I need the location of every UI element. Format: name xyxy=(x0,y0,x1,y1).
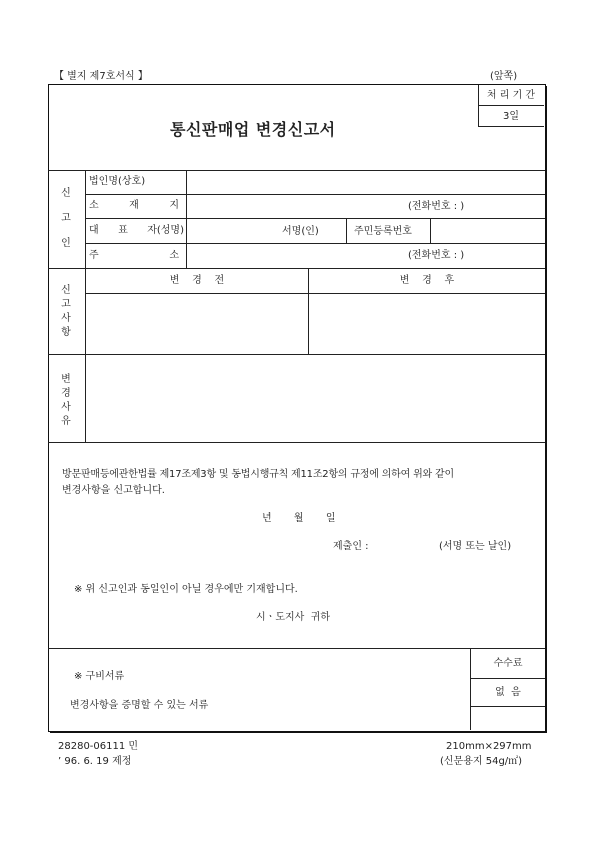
document-title: 통신판매업 변경신고서 xyxy=(170,120,336,139)
reporter-section-label: 신 고 인 xyxy=(61,188,71,249)
address-phone-field[interactable]: (전화번호 : ) xyxy=(408,250,465,261)
representative-label: 대 표 자(성명) xyxy=(89,225,184,236)
line-items-header xyxy=(85,293,545,294)
line-items-bottom xyxy=(48,354,545,355)
frame-shadow-bottom xyxy=(50,731,547,733)
processing-box-mid xyxy=(478,105,544,106)
line-fee-bottom xyxy=(470,706,545,707)
change-reason-section-label: 변 경 사 유 xyxy=(61,374,71,427)
before-change-header: 변 경 전 xyxy=(169,275,225,286)
resident-no-label: 주민등록번호 xyxy=(354,226,412,237)
location-phone-field[interactable]: (전화번호 : ) xyxy=(408,201,465,212)
corp-name-field[interactable] xyxy=(188,172,543,192)
processing-box-left xyxy=(478,85,479,127)
attachments-label: ※ 구비서류 xyxy=(74,671,125,682)
line-row3 xyxy=(85,243,545,244)
declaration-line2: 변경사항을 신고합니다. xyxy=(62,485,165,496)
footer-paper-size: 210mm×297mm xyxy=(446,741,532,752)
line-title-bottom xyxy=(48,170,545,171)
corp-name-label: 법인명(상호) xyxy=(89,176,146,187)
location-field[interactable] xyxy=(188,196,403,216)
signature-label: 서명(인) xyxy=(282,226,319,237)
vline-resident-left xyxy=(346,218,347,243)
line-fee-mid xyxy=(470,678,545,679)
frame-shadow-right xyxy=(545,86,547,733)
before-change-field[interactable] xyxy=(87,295,306,352)
after-change-header: 변 경 후 xyxy=(399,275,455,286)
resident-no-field[interactable] xyxy=(432,220,543,240)
attachment-item: 변경사항을 증명할 수 있는 서류 xyxy=(70,700,209,711)
vline-label-col xyxy=(186,170,187,268)
addressee: 시ㆍ도지사 귀하 xyxy=(256,612,330,623)
submitter-note: ※ 위 신고인과 동일인이 아닐 경우에만 기재합니다. xyxy=(74,584,298,595)
line-row2 xyxy=(85,218,545,219)
declaration-date: 년 월 일 xyxy=(262,513,336,524)
submitter-field[interactable] xyxy=(378,537,436,555)
representative-name-field[interactable] xyxy=(188,220,276,240)
processing-period-value: 3일 xyxy=(502,111,520,122)
vline-resident-right xyxy=(430,218,431,243)
fee-label: 수수료 xyxy=(493,658,523,669)
sign-or-seal-hint: (서명 또는 날인) xyxy=(439,541,512,552)
line-reason-bottom xyxy=(48,442,545,443)
change-reason-field[interactable] xyxy=(87,356,543,440)
location-label: 소 재 지 xyxy=(89,200,179,211)
submitter-label: 제출인 : xyxy=(333,541,369,552)
fee-value: 없 음 xyxy=(495,687,521,698)
footer-enactment-date: ’ 96. 6. 19 제정 xyxy=(58,756,132,767)
after-change-field[interactable] xyxy=(310,295,543,352)
footer-paper-type: (신문용지 54g/㎡) xyxy=(440,756,523,767)
form-number-label: 【 별지 제7호서식 】 xyxy=(54,71,148,82)
line-row1 xyxy=(85,194,545,195)
declaration-line1: 방문판매등에관한법률 제17조제3항 및 동법시행규칙 제11조2항의 규정에 의하여 위와 같이 xyxy=(62,469,454,480)
vline-section-col xyxy=(85,170,86,442)
processing-box-bottom xyxy=(478,126,544,127)
footer-form-number: 28280-06111 민 xyxy=(58,741,139,752)
report-items-section-label: 신 고 사 항 xyxy=(61,285,71,338)
page-side-label: (앞쪽) xyxy=(490,71,518,82)
processing-period-label: 처 리 기 간 xyxy=(486,90,536,101)
address-label: 주 소 xyxy=(89,250,179,261)
address-field[interactable] xyxy=(188,245,403,265)
line-reporter-bottom xyxy=(48,268,545,269)
